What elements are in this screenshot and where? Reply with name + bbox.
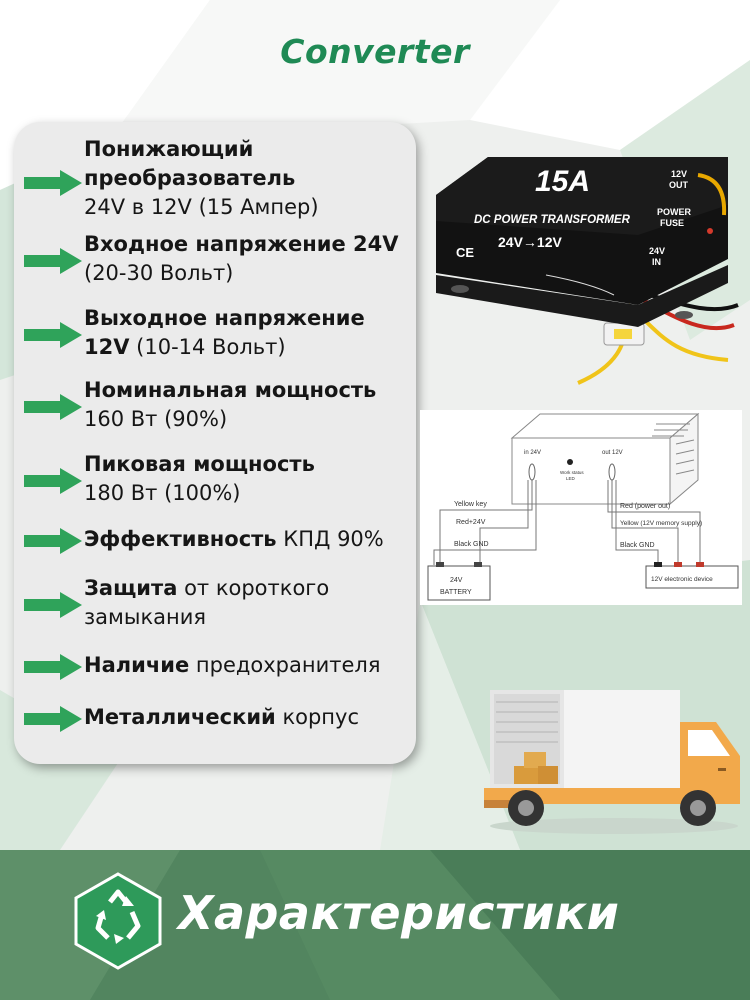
feature-text [84, 703, 414, 732]
feature-text [84, 525, 414, 554]
brand-title: Converter [280, 32, 470, 71]
feature-text [84, 450, 414, 508]
feature-text [84, 574, 414, 632]
diagram-out-label: out 12V [602, 450, 623, 456]
feature-bold: Наличие [84, 653, 190, 677]
feature-detail: 24V в 12V (15 Ампер) [84, 195, 319, 219]
diagram-led-label-2: LED [566, 476, 575, 481]
feature-bold: Выходное напряжение 12V [84, 306, 365, 359]
diagram-red-out: Red (power out) [620, 503, 671, 510]
green-arrow-icon [24, 468, 84, 494]
green-arrow-icon [24, 170, 84, 196]
features-panel [14, 122, 416, 764]
product-name: DC POWER TRANSFORMER [474, 214, 630, 226]
feature-bold: Защита [84, 576, 178, 600]
product-rating: 15A [535, 165, 591, 198]
diagram-black-out: Black GND [620, 542, 655, 549]
diagram-yellow-key: Yellow key [454, 501, 487, 508]
feature-text [84, 230, 414, 288]
feature-detail: корпус [282, 705, 360, 729]
product-conversion: 24V→12V [498, 234, 562, 250]
feature-bold: Входное напряжение 24V [84, 232, 399, 256]
feature-bold: Номинальная мощность [84, 378, 377, 402]
feature-detail: 160 Вт (90%) [84, 407, 228, 431]
device-label: 12V electronic device [651, 576, 713, 583]
diagram-red-in: Red+24V [456, 519, 486, 526]
diagram-black-in: Black GND [454, 541, 489, 548]
footer-title: Характеристики [178, 886, 620, 940]
feature-detail: (10-14 Вольт) [136, 335, 286, 359]
wiring-diagram [420, 410, 742, 605]
green-arrow-icon [24, 394, 84, 420]
feature-detail: от короткого замыкания [84, 576, 330, 629]
feature-bold: Эффективность [84, 527, 277, 551]
feature-detail: предохранителя [195, 653, 381, 677]
feature-text [84, 135, 414, 222]
product-in-label-2: IN [652, 257, 661, 267]
converter-product-image [428, 155, 740, 395]
battery-label: BATTERY [440, 589, 472, 596]
green-arrow-icon [24, 248, 84, 274]
feature-text [84, 651, 414, 680]
feature-text [84, 376, 414, 434]
diagram-led-label: Work status [560, 470, 584, 475]
feature-detail: (20-30 Вольт) [84, 261, 234, 285]
product-out-label: 12V [671, 169, 688, 179]
green-arrow-icon [24, 528, 84, 554]
truck-illustration [484, 684, 746, 834]
feature-bold: Пиковая мощность [84, 452, 315, 476]
feature-detail: КПД 90% [283, 527, 384, 551]
product-fuse-label-2: FUSE [660, 218, 685, 228]
battery-voltage: 24V [450, 577, 463, 584]
feature-text [84, 304, 414, 362]
feature-bold: Металлический [84, 705, 276, 729]
feature-detail: 180 Вт (100%) [84, 481, 241, 505]
green-arrow-icon [24, 592, 84, 618]
green-arrow-icon [24, 322, 84, 348]
recycle-icon [74, 872, 162, 970]
ce-mark: CE [456, 245, 475, 260]
product-fuse-label: POWER [657, 207, 692, 217]
green-arrow-icon [24, 706, 84, 732]
feature-bold: Понижающий преобразователь [84, 137, 296, 190]
product-out-label-2: OUT [669, 180, 688, 190]
product-in-label: 24V [649, 246, 666, 256]
diagram-yellow-out: Yellow (12V memory supply) [620, 520, 703, 527]
diagram-in-label: in 24V [524, 450, 542, 456]
green-arrow-icon [24, 654, 84, 680]
